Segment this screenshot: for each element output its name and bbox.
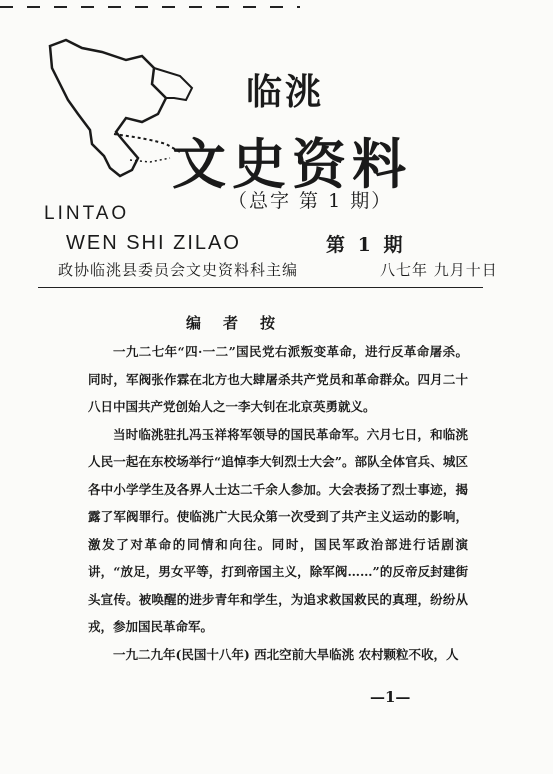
article-body (88, 338, 468, 668)
pinyin-line-2: WEN SHI ZILAO (66, 232, 241, 254)
publication-date: 八七年 九月十日 (380, 261, 498, 279)
page-number: —1— (370, 688, 411, 706)
paragraph-1: 一九二七年“四·一二”国民党右派叛变革命，进行反革命屠杀。同时，军阀张作霖在北方也大肆屠杀共产党员和革命群众。四月二十八日中国共产党创始人之一李大钊在北京英勇就义。 (88, 344, 468, 414)
paragraph-2: 当时临洮驻扎冯玉祥将军领导的国民革命军。六月七日，和临洮人民一起在东校场举行“追悼李大钊烈士大会”。部队全体官兵、城区各中小学学生及各界人士达二千余人参加。大会表扬了烈士事迹，揭露了军阀罪行。使临洮广大民众第一次受到了共产主义运动的影响，激发了对革命的同情和向往。同时，国民军政治部进行话剧演讲，“放足，男女平等，打到帝国主义，除军阀……”的反帝反封建街头宣传。被唤醒的进步青年和学生，为追求救国救民的真理，纷纷从戎，参加国民革命军。 (88, 426, 468, 634)
pinyin-line-1: LINTAO (44, 203, 130, 224)
masthead-title-large: 文史资料 (172, 132, 412, 196)
issue-number: 第 1 期 (326, 234, 406, 256)
top-dashed-border (0, 6, 300, 8)
masthead-title-small: 临洮 (246, 71, 325, 113)
paragraph-3: 一九二九年(民国十八年) 西北空前大旱临洮 农村颗粒不收，人 (113, 646, 459, 662)
article-heading: 编者按 (186, 314, 298, 332)
editor-line: 政协临洮县委员会文史资料科主编 (58, 261, 299, 279)
total-issue-label: （总字 第 1 期） (228, 190, 393, 212)
horizontal-rule (38, 287, 483, 288)
